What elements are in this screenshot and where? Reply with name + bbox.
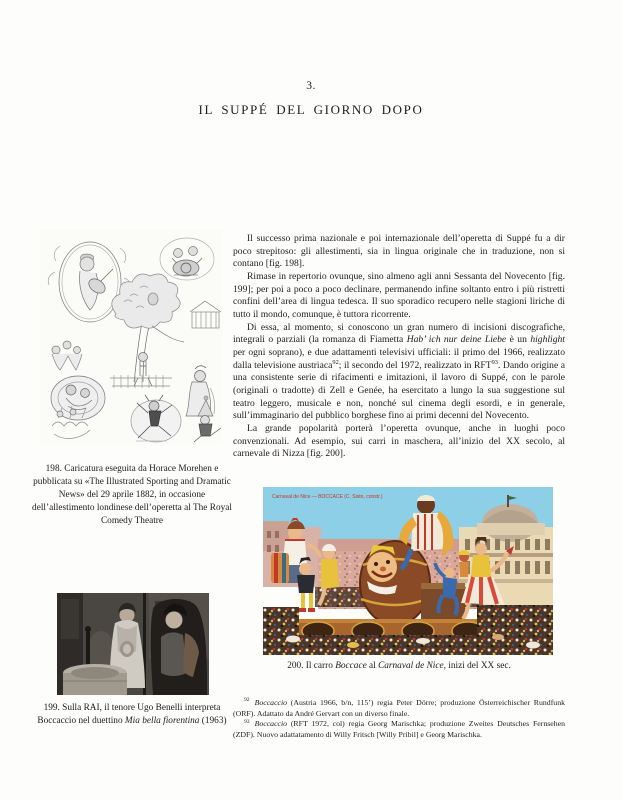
caricature-illustration	[40, 230, 223, 445]
footnote-number: 92	[244, 697, 250, 704]
footnotes	[233, 698, 565, 741]
footnote-ref-92: 92	[332, 358, 339, 366]
figure-198-caption: 198. Caricatura eseguita da Horace Morehen e pubblicata su «The Illustrated Sporting and Dramatic News» del 29 aprile 1882, in occasione dell’allestimento londinese dell’operetta al The Royal Comedy Theatre	[32, 464, 232, 526]
carnival-float-illustration	[263, 487, 553, 655]
figure-198-caricature	[40, 230, 223, 445]
footnote-number: 93	[244, 718, 250, 725]
paragraph: La grande popolarità porterà l’operetta ovunque, anche in luoghi poco convenzionali. Ad esempio, sui carri in maschera, all’inizio del XX secolo, al carnevale di Nizza [fig. 200].	[233, 422, 565, 460]
chapter-title: IL SUPPÉ DEL GIORNO DOPO	[198, 102, 424, 117]
footnote-ref-93: 93	[491, 358, 498, 366]
footnote-92: $^{92}$ Boccaccio (Austria 1966, b/n, 115’) regia Peter Dörre; produzione Österreichischer Rundfunk (ORF). Adattato da André Gervart con un diverso finale.	[233, 697, 565, 718]
tv-still-illustration	[57, 593, 209, 695]
figure-200-caption: 200. Il carro Boccace al Carnaval de Nice, inizi del XX sec.	[287, 661, 511, 671]
paragraph: Di essa, al momento, si conoscono un gran numero di incisioni discografiche, integrali o parziali (la romanza di Fiametta Hab’ ich nur deine Liebe è un highlight per ogni soprano), e due adattamenti televisivi ufficiali: il primo del 1966, realizzato dalla televisione austriaca$^{92}$; il secondo del 1972, realizzato in RFT$^{93}$. Dando origine a una consistente serie di rifacimenti e imitazioni, il lavoro di Suppé, con le parole (originali o tradotte) di Zell e Genée, ha esercitato a lungo la sua suggestione sul teatro leggero, musicale e non, nonché sul cinema degli esordi, e in generale, sull’immaginario del pubblico borghese fino ai primi decenni del Novecento.	[233, 321, 565, 422]
figure-199-caption: 199. Sulla RAI, il tenore Ugo Benelli interpreta Boccaccio nel duettino Mia bella fiorentina (1963)	[37, 703, 227, 726]
paragraph: Rimase in repertorio ovunque, sino almeno agli anni Sessanta del Novecento [fig. 199]; per poi a poco a poco declinare, permanendo infine soltanto entro i più ristretti confini dell’area di lingua tedesca. Il suo sporadico recupero nelle stagioni liriche di tutto il mondo, comunque, è tuttora ricorrente.	[233, 270, 565, 320]
body-text	[233, 233, 565, 461]
figure-200-postcard	[263, 487, 553, 655]
footnote-93: $^{93}$ Boccaccio (RFT 1972, col) regia Georg Marischka; produzione Zweites Deutsches Fernsehen (ZDF). Nuovo adattatamento di Willy Fritsch [Willy Pribil] e Georg Marischka.	[233, 718, 565, 740]
postcard-title-text: Carnaval de Nice — BOCCACE (C. Sisto, constr.)	[272, 494, 383, 500]
figure-199-tv-still	[57, 593, 209, 695]
chapter-number: 3.	[306, 80, 316, 92]
paragraph: Il successo prima nazionale e poi internazionale dell’operetta di Suppé fu a dir poco strepitoso: gli allestimenti, sia in lingua originale che in traduzione, non si contano [fig. 198].	[233, 233, 565, 270]
